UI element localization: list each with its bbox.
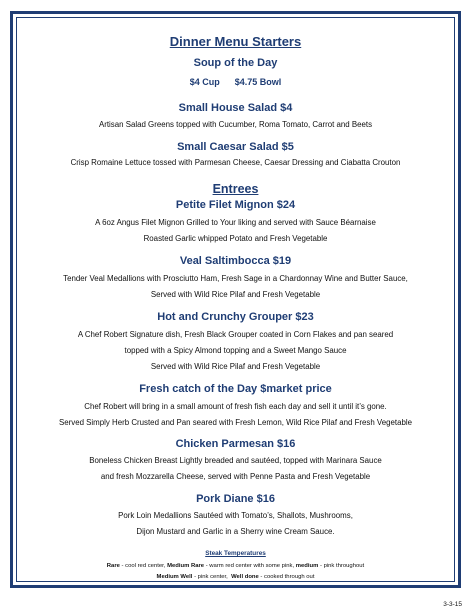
soup-title: Soup of the Day	[193, 57, 278, 69]
steak-temperatures-heading: Steak Temperatures	[205, 550, 266, 557]
pork-diane-desc-line: Pork Loin Medallions Sautéed with Tomato’s, Shallots, Mushrooms,	[118, 511, 353, 520]
house-salad-title: Small House Salad $4	[178, 102, 293, 114]
house-salad-desc: Artisan Salad Greens topped with Cucumber, Roma Tomato, Carrot and Beets	[98, 120, 373, 129]
filet-title: Petite Filet Mignon $24	[175, 199, 296, 211]
chicken-parmesan-title: Chicken Parmesan $16	[175, 438, 296, 450]
medium-rare-label: Medium Rare	[167, 563, 205, 569]
grouper-desc-line: A Chef Robert Signature dish, Fresh Black Grouper coated in Corn Flakes and pan seared	[77, 330, 394, 339]
grouper-title: Hot and Crunchy Grouper $23	[157, 311, 314, 323]
soup-prices	[16, 77, 455, 87]
caesar-salad-desc: Crisp Romaine Lettuce tossed with Parmesan Cheese, Caesar Dressing and Ciabatta Crouton	[70, 158, 401, 167]
medium-desc: - pink throughout	[318, 563, 365, 569]
medium-label: medium	[295, 563, 319, 569]
veal-desc-line: Tender Veal Medallions with Prosciutto Ham, Fresh Sage in a Chardonnay Wine and Butter Sauce,	[63, 274, 408, 283]
well-done-desc: - cooked through out	[258, 574, 315, 580]
filet-desc-line: Roasted Garlic whipped Potato and Fresh Vegetable	[143, 234, 328, 243]
grouper-desc-line: Served with Wild Rice Pilaf and Fresh Vegetable	[150, 362, 321, 371]
chicken-parmesan-desc-line: Boneless Chicken Breast Lightly breaded and sautéed, topped with Marinara Sauce	[89, 456, 382, 465]
chicken-parmesan-desc-line: and fresh Mozzarella Cheese, served with Penne Pasta and Fresh Vegetable	[100, 472, 371, 481]
caesar-salad-title: Small Caesar Salad $5	[177, 141, 294, 153]
fresh-catch-desc-line: Served Simply Herb Crusted and Pan seared with Fresh Lemon, Wild Rice Pilaf and Fresh Vegetable	[58, 418, 413, 427]
steak-temperatures-line-2	[16, 574, 455, 580]
menu-page	[16, 17, 455, 582]
medium-well-desc: - pink center,	[192, 574, 230, 580]
veal-desc-line: Served with Wild Rice Pilaf and Fresh Vegetable	[150, 290, 321, 299]
fresh-catch-desc-line: Chef Robert will bring in a small amount of fresh fish each day and sell it until it’s gone.	[84, 402, 387, 411]
soup-bowl-price: $4.75 Bowl	[234, 77, 282, 87]
fresh-catch-title: Fresh catch of the Day $market price	[139, 383, 332, 395]
well-done-label: Well done	[231, 574, 259, 580]
entrees-heading: Entrees	[212, 182, 259, 196]
medium-rare-desc: - warm red center with some pink,	[204, 563, 296, 569]
medium-well-label: Medium Well	[156, 574, 193, 580]
pork-diane-desc-line: Dijon Mustard and Garlic in a Sherry wine Cream Sauce.	[136, 527, 335, 536]
rare-desc: - cool red center,	[119, 563, 168, 569]
steak-temperatures-line-1	[16, 563, 455, 569]
soup-cup-price: $4 Cup	[189, 77, 220, 87]
veal-title: Veal Saltimbocca $19	[179, 255, 292, 267]
grouper-desc-line: topped with a Spicy Almond topping and a Sweet Mango Sauce	[124, 346, 347, 355]
menu-date: 3-3-15	[443, 601, 462, 608]
pork-diane-title: Pork Diane $16	[196, 493, 275, 505]
rare-label: Rare	[106, 563, 120, 569]
menu-title: Dinner Menu Starters	[169, 34, 302, 49]
filet-desc-line: A 6oz Angus Filet Mignon Grilled to Your liking and served with Sauce Béarnaise	[95, 218, 376, 227]
